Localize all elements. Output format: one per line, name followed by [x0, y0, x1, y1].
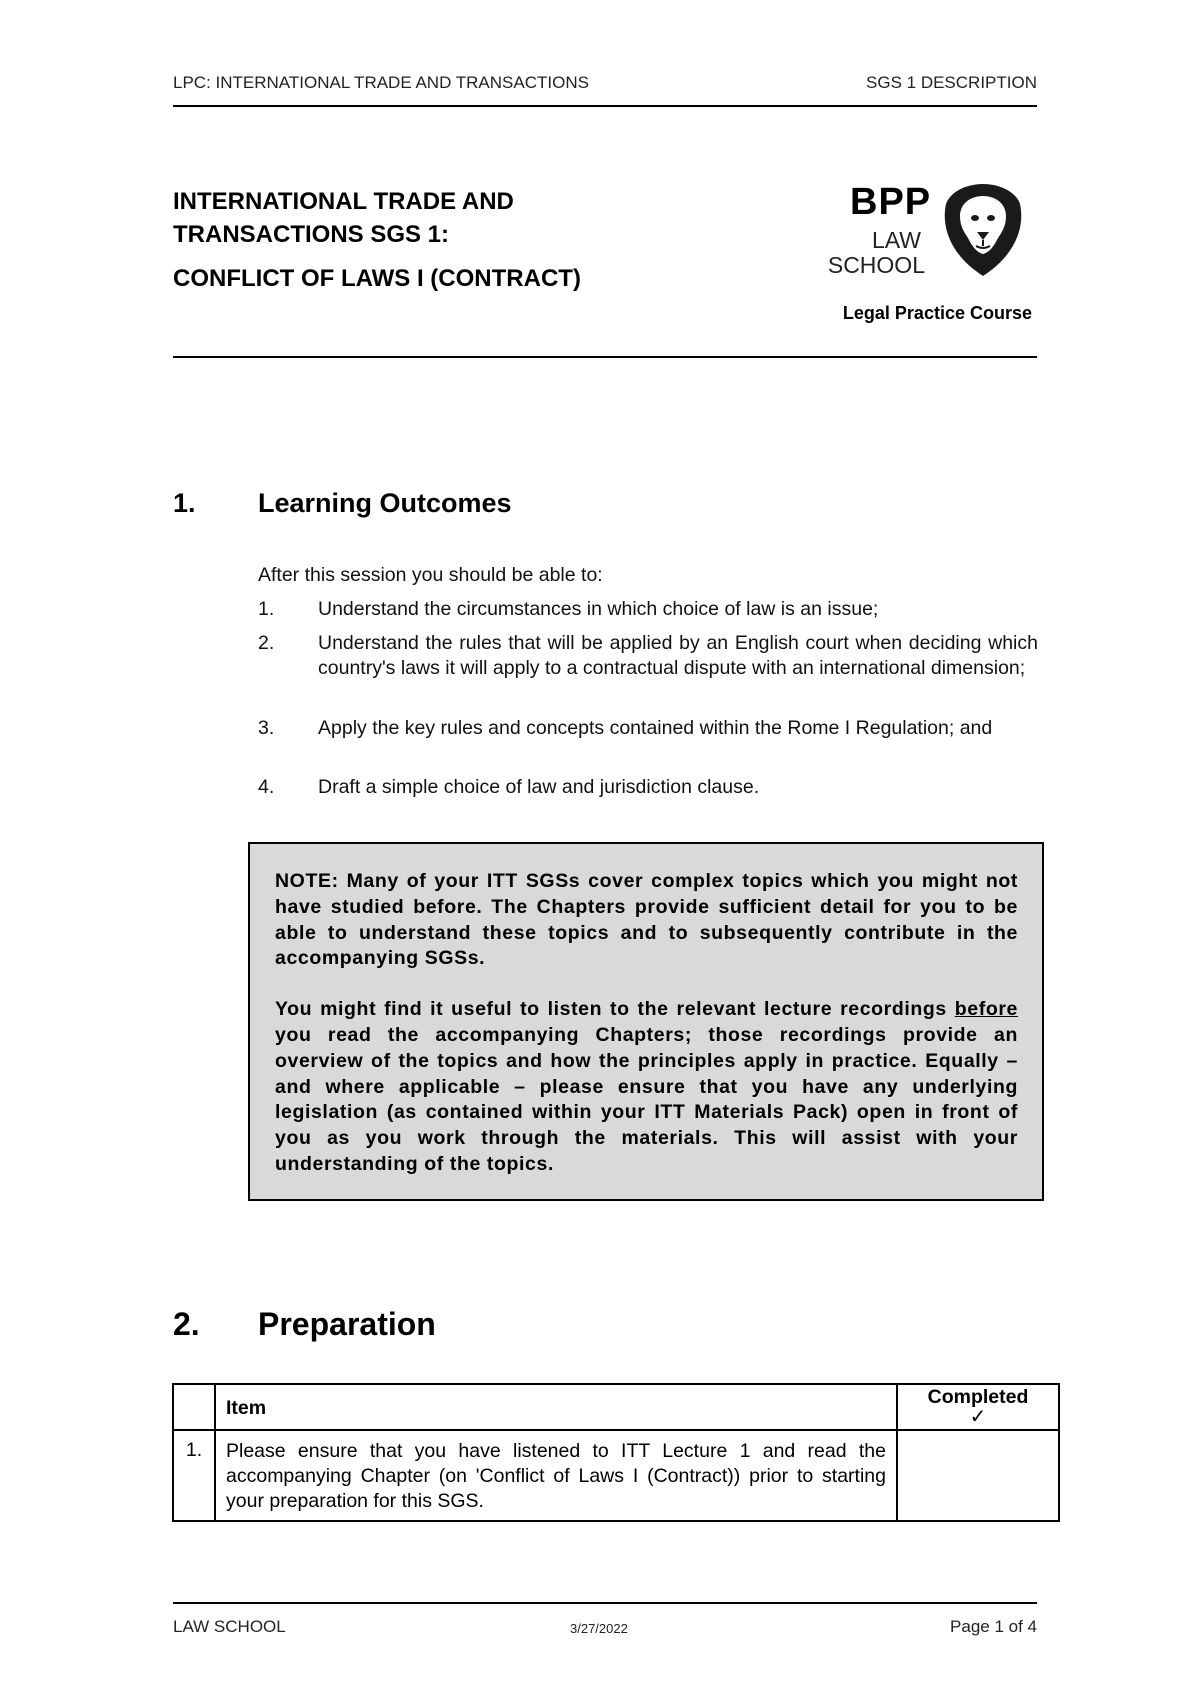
footer-date: 3/27/2022 — [570, 1621, 628, 1636]
footer-rule — [173, 1602, 1037, 1604]
row-completed-cell[interactable] — [897, 1430, 1059, 1521]
outcome-number: 4. — [258, 776, 275, 798]
outcome-number: 3. — [258, 717, 275, 739]
outcome-text: Apply the key rules and concepts contained within the Rome I Regulation; and — [318, 717, 993, 739]
row-item-text: Please ensure that you have listened to ITT Lecture 1 and read the accompanying Chapter (on 'Conflict of Laws I (Contract)) prior to starting your preparation for this SGS. — [215, 1430, 897, 1521]
title-line-2: TRANSACTIONS SGS 1: — [173, 221, 450, 248]
page-number: Page 1 of 4 — [950, 1617, 1037, 1636]
section-1-heading: Learning Outcomes — [258, 488, 512, 518]
header-completed-cell — [897, 1384, 1059, 1430]
outcome-text: Draft a simple choice of law and jurisdiction clause. — [318, 776, 760, 798]
logo-caption: Legal Practice Course — [842, 303, 1032, 323]
title-line-3: CONFLICT OF LAWS I (CONTRACT) — [173, 265, 581, 292]
row-number: 1. — [173, 1430, 215, 1521]
note-paragraph-1: NOTE: Many of your ITT SGSs cover complex topics which you might not have studied before. The Chapters provide sufficient detail for you to be able to understand these topics and to subsequently contribute in the accompanying SGSs. — [275, 870, 1018, 970]
logo-school: SCHOOL — [827, 252, 925, 278]
lion-shield-icon — [942, 182, 1024, 278]
bpp-logo — [827, 181, 1030, 282]
outcome-number: 1. — [258, 598, 275, 620]
note-emphasis-before: before — [954, 998, 1018, 1021]
checkmark-icon: ✓ — [969, 1406, 987, 1428]
header-rule — [173, 105, 1037, 107]
outcome-number: 2. — [258, 632, 275, 654]
outcome-text: Understand the circumstances in which choice of law is an issue; — [318, 598, 879, 620]
title-line-1: INTERNATIONAL TRADE AND — [173, 188, 514, 215]
preparation-table — [172, 1383, 1060, 1522]
section-1-number: 1. — [173, 488, 196, 518]
section-2-number: 2. — [173, 1306, 200, 1342]
note-rest: you read the accompanying Chapters; those recordings provide an overview of the topics and how the principles apply in practice. Equally – and where applicable – please ensure that you have any underlying legislation (as contained within your ITT Materials Pack) open in front of you as you work through the materials. This will assist with your understanding of the topics. — [275, 1023, 1018, 1175]
completed-label: Completed — [927, 1386, 1029, 1408]
document-title — [173, 185, 581, 295]
header-item-cell: Item — [215, 1384, 897, 1430]
table-row — [173, 1430, 1059, 1521]
logo-law: LAW — [872, 227, 921, 253]
header-left: LPC: INTERNATIONAL TRADE AND TRANSACTIONS — [173, 73, 589, 92]
footer-left: LAW SCHOOL — [173, 1617, 286, 1636]
section-2-heading: Preparation — [258, 1306, 436, 1342]
outcome-text: Understand the rules that will be applied by an English court when deciding which country's laws it will apply to a contractual dispute with an international dimension; — [318, 632, 1038, 679]
table-header-row — [173, 1384, 1059, 1430]
note-paragraph-2 — [275, 997, 1018, 1178]
logo-brand: BPP — [850, 181, 932, 223]
header-number-cell — [173, 1384, 215, 1430]
header-right: SGS 1 DESCRIPTION — [866, 73, 1037, 92]
learning-intro: After this session you should be able to: — [258, 564, 603, 586]
note-box — [248, 842, 1044, 1201]
title-rule — [173, 356, 1037, 358]
note-lead: You might find it useful to listen to the relevant lecture recordings — [275, 998, 947, 1021]
